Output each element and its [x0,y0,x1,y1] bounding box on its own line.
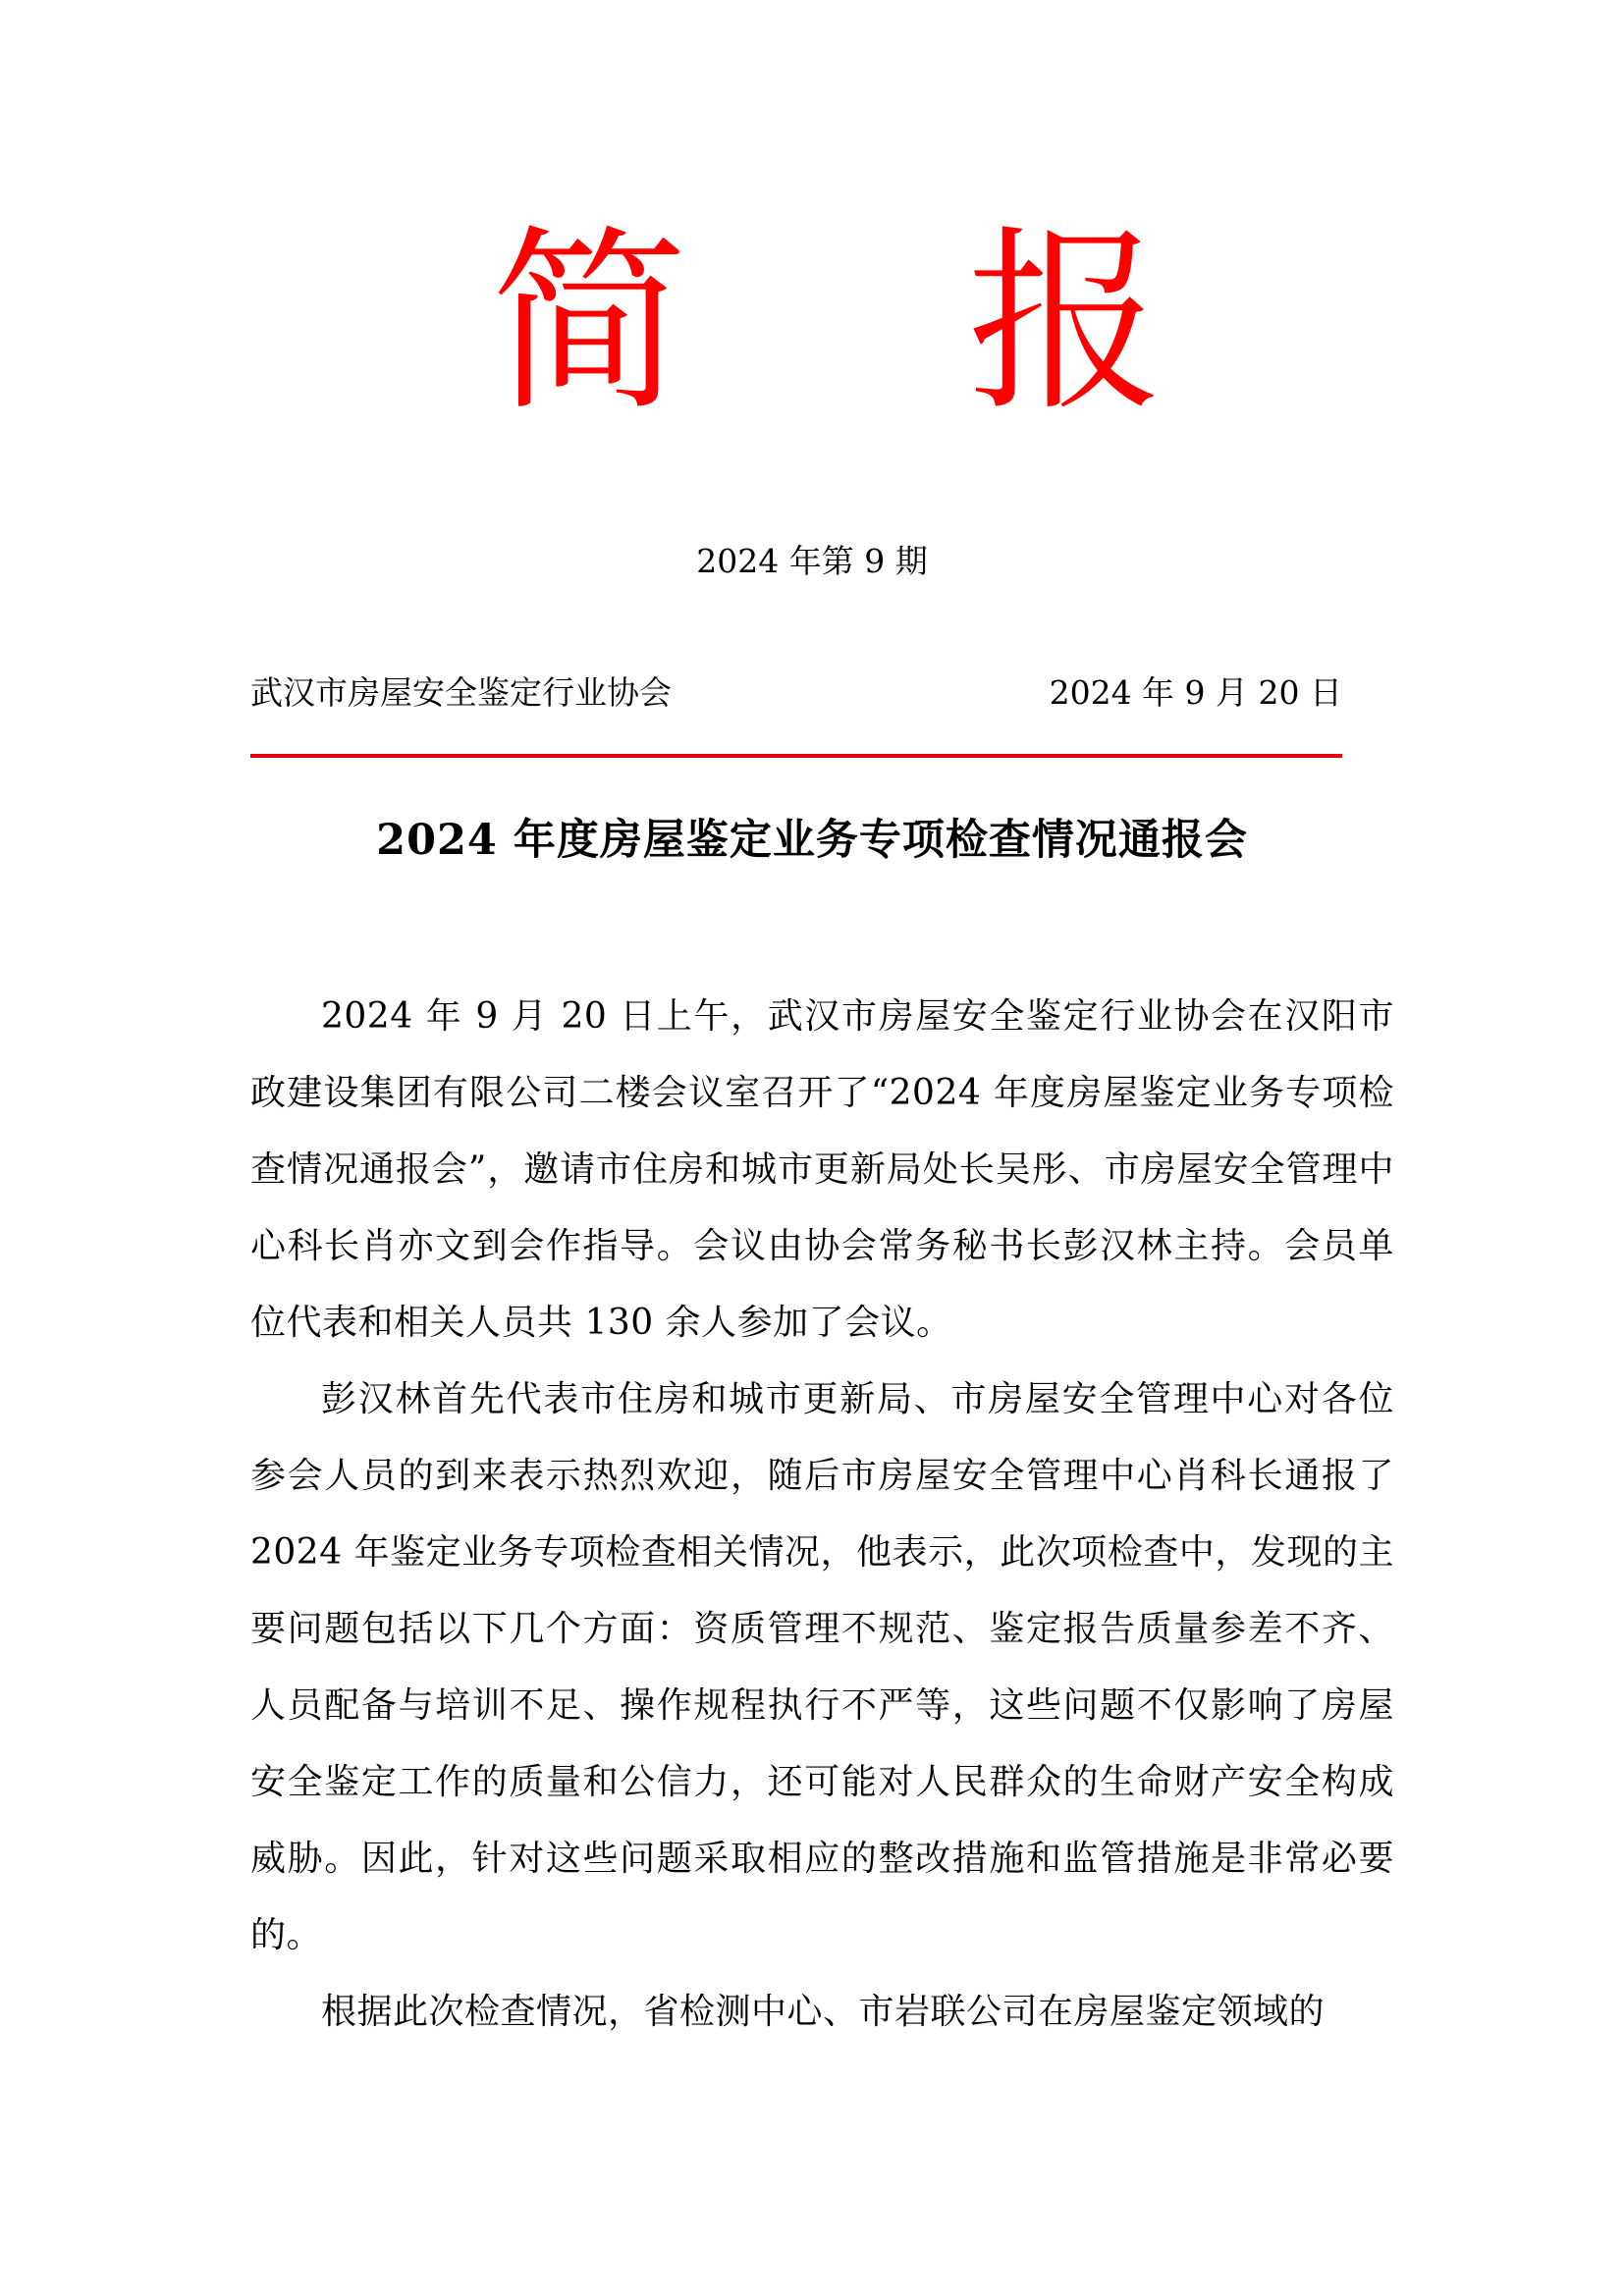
masthead-title-char-2: 报 [967,209,1164,438]
red-divider-rule [250,754,1342,758]
masthead [0,211,1624,437]
body-paragraph-2: 彭汉林首先代表市住房和城市更新局、市房屋安全管理中心对各位参会人员的到来表示热烈欢迎，随后市房屋安全管理中心肖科长通报了 2024 年鉴定业务专项检查相关情况，他表示，此次项检查中，发现的主要问题包括以下几个方面：资质管理不规范、鉴定报告质量参差不齐、人员配备与培训不足、操作规程执行不严等，这些问题不仅影响了房屋安全鉴定工作的质量和公信力，还可能对人民群众的生命财产安全构成威胁。因此，针对这些问题采取相应的整改措施和监管措施是非常必要的。 [250,1379,1394,1955]
issue-number: 2024 年第 9 期 [696,542,928,580]
body-paragraph-3: 根据此次检查情况，省检测中心、市岩联公司在房屋鉴定领域的 [321,1992,1326,2032]
masthead-title-char-1: 简 [491,209,688,438]
document-title: 2024 年度房屋鉴定业务专项检查情况通报会 [376,816,1248,865]
body-paragraph-1: 2024 年 9 月 20 日上午，武汉市房屋安全鉴定行业协会在汉阳市政建设集团有限公司二楼会议室召开了“2024 年度房屋鉴定业务专项检查情况通报会”，邀请市住房和城市更新局处长吴彤、市房屋安全管理中心科长肖亦文到会作指导。会议由协会常务秘书长彭汉林主持。会员单位代表和相关人员共 130 余人参加了会议。 [250,996,1394,1343]
issue-date: 2024 年 9 月 20 日 [1049,673,1342,712]
document-body [250,979,1394,2051]
issuing-organization: 武汉市房屋安全鉴定行业协会 [250,673,672,712]
meta-row [250,669,1342,717]
